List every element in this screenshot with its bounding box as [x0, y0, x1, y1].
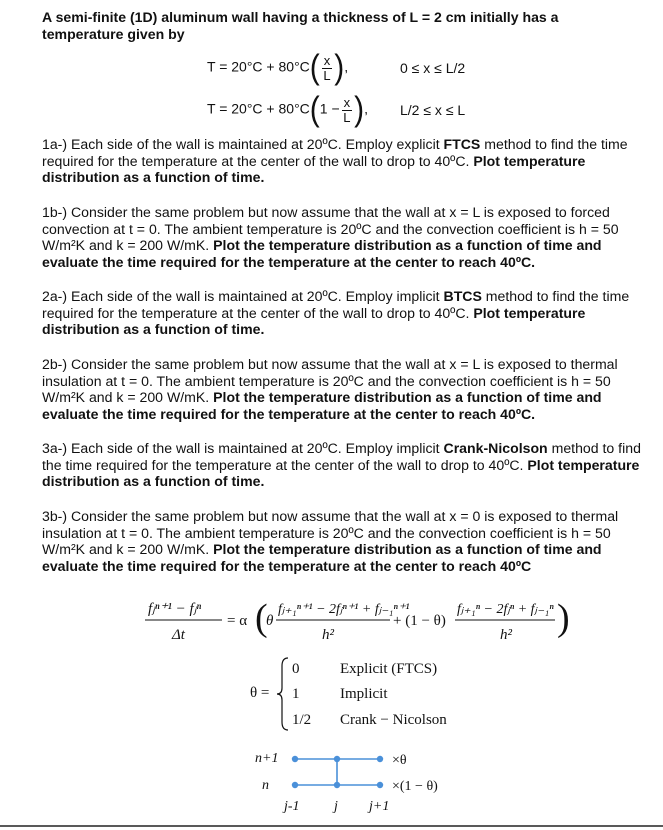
case-0-value: 0 [292, 661, 300, 677]
stencil-row-n-plus-1: n+1 [255, 751, 279, 766]
p2a-bold1: BTCS [443, 288, 482, 304]
eq-equals-alpha: = α [227, 613, 248, 629]
stencil-node-top-center [334, 756, 340, 762]
eq-term1-den: h² [322, 627, 334, 643]
case-2-value: 1/2 [292, 712, 312, 728]
p2b-bold1: Plot the temperature distribution as a function of time and evaluate the time required for the temperature at the center to reach 40ºC. [42, 389, 602, 422]
intro-line-1: A semi-finite (1D) aluminum wall having a thickness of L = 2 cm initially has a [42, 9, 559, 25]
ic1-paren-left: ( [309, 48, 320, 87]
intro-line-2: temperature given by [42, 25, 185, 42]
stencil-node-bottom-center [334, 782, 340, 788]
case-1-label: Implicit [340, 686, 388, 702]
ic2-prefix: 1 − [319, 100, 340, 117]
ic2-trail: , [364, 100, 369, 117]
ic2-frac-num: x [343, 94, 351, 110]
stencil-weight-top: ×θ [392, 753, 407, 768]
cases-brace [277, 658, 288, 730]
stencil-node-top-right [377, 756, 383, 762]
ic1-lhs: T = 20°C + 80°C [207, 58, 310, 75]
stencil-row-n: n [262, 778, 269, 793]
stencil-node-top-left [292, 756, 298, 762]
p2a-bold2: Plot temperature distribution as a function of time. [42, 304, 586, 338]
ic1-frac-den: L [323, 67, 331, 83]
p3b-plain1: 3b-) Consider the same problem but now assume that the wall at x = 0 is exposed to thermal insulation at t = 0. The ambient temperature is 20ºC and the convection coefficient is h = 50 W/m²K and k = 200 W/mK. [42, 508, 619, 558]
eq-theta: θ [266, 613, 274, 629]
case-2-label: Crank − Nicolson [340, 712, 447, 728]
stencil-col-j: j [334, 799, 338, 814]
p2b-plain1: 2b-) Consider the same problem but now assume that the wall at x = L is exposed to thermal insulation at t = 0. The ambient temperature is 20ºC and the convection coefficient is h = 50 W/m²K and k = 200 W/mK. [42, 356, 618, 406]
p1a-plain1: 1a-) Each side of the wall is maintained at 20ºC. Employ explicit [42, 136, 444, 152]
p1b-bold1: Plot the temperature distribution as a function of time and evaluate the time required for the temperature at the center to reach 40ºC. [42, 237, 602, 270]
ic1-paren-right: ) [334, 48, 345, 87]
p3a-plain1: 3a-) Each side of the wall is maintained at 20ºC. Employ implicit [42, 440, 444, 456]
stencil-col-j-minus-1: j-1 [284, 799, 300, 814]
p1a-bold2: Plot temperature distribution as a function of time. [42, 152, 586, 186]
stencil-weight-bottom: ×(1 − θ) [392, 779, 438, 794]
p2a-plain2: method to find the time required for the temperature at the center of the wall to drop to 40ºC. [42, 288, 630, 321]
ic2-lhs: T = 20°C + 80°C [207, 100, 310, 117]
ic2-frac-den: L [343, 109, 351, 125]
p3a-bold2: Plot temperature distribution as a function of time. [42, 456, 640, 490]
p2a-plain1: 2a-) Each side of the wall is maintained at 20ºC. Employ implicit [42, 288, 444, 304]
ic2-paren-right: ) [354, 90, 365, 129]
eq-paren-open: ( [255, 597, 268, 639]
ic2-paren-left: ( [309, 90, 320, 129]
stencil-node-bottom-left [292, 782, 298, 788]
p3a-plain2: method to find the time required for the temperature at the center of the wall to drop to 40ºC. [42, 440, 641, 473]
eq-lhs-den: Δt [172, 627, 185, 643]
eq-lhs-num: fⱼⁿ⁺¹ − fⱼⁿ [148, 601, 202, 617]
theta-eq-label: θ = [250, 685, 270, 701]
eq-term2-num: fⱼ₊₁ⁿ − 2fⱼⁿ + fⱼ₋₁ⁿ [457, 602, 554, 617]
stencil-diagram [255, 751, 438, 814]
eq-term2-den: h² [500, 627, 512, 643]
p1b-plain1: 1b-) Consider the same problem but now assume that the wall at x = L is exposed to forced convection at t = 0. The ambient temperature is 20ºC and the convection coefficient is h = 50 W/m²K and k = 200 W/mK. [42, 204, 619, 254]
eq-term1-num: fⱼ₊₁ⁿ⁺¹ − 2fⱼⁿ⁺¹ + fⱼ₋₁ⁿ⁺¹ [278, 602, 410, 617]
case-0-label: Explicit (FTCS) [340, 661, 438, 677]
scheme-equation [145, 597, 570, 643]
ic2-range: L/2 ≤ x ≤ L [400, 102, 466, 118]
p3a-bold1: Crank-Nicolson [443, 440, 548, 456]
case-1-value: 1 [292, 686, 300, 702]
ic1-frac-num: x [323, 52, 331, 68]
ic1-trail: , [344, 58, 349, 75]
eq-plus-mid: + (1 − θ) [393, 613, 446, 629]
p1a-plain2: method to find the time required for the temperature at the center of the wall to drop to 40ºC. [42, 136, 628, 169]
stencil-node-bottom-right [377, 782, 383, 788]
theta-cases [250, 658, 447, 730]
eq-paren-close: ) [557, 597, 570, 639]
p1a-bold1: FTCS [443, 136, 481, 152]
p3b-bold1: Plot the temperature distribution as a function of time and evaluate the time required for the temperature at the center to reach 40ºC [42, 541, 602, 574]
stencil-col-j-plus-1: j+1 [369, 799, 390, 814]
ic1-range: 0 ≤ x ≤ L/2 [400, 60, 466, 76]
